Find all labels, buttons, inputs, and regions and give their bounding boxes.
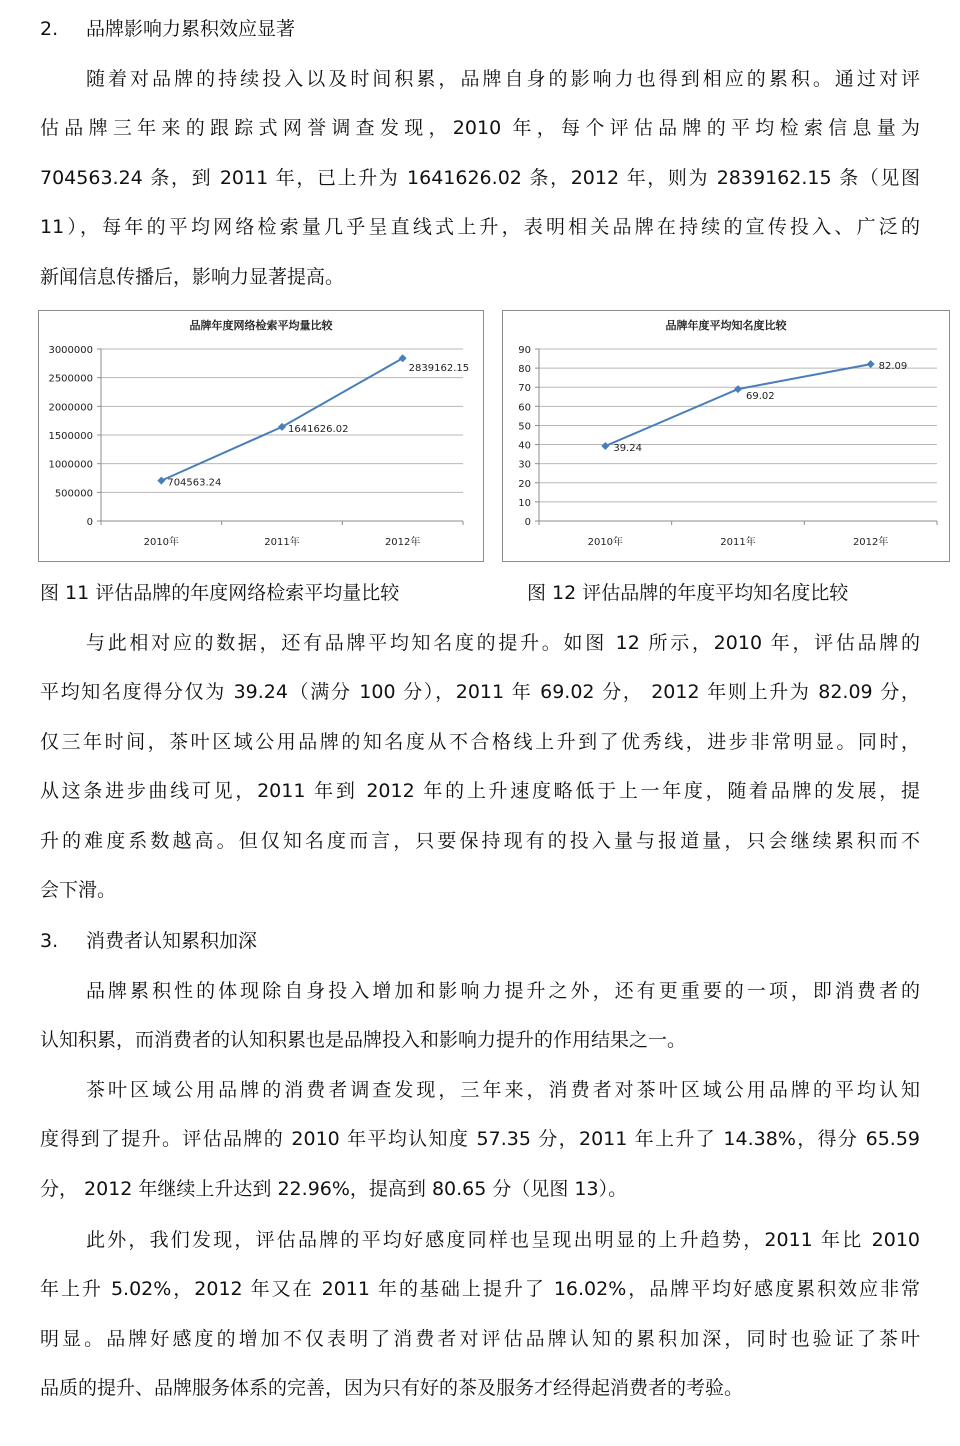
section-3-title: 消费者认知累积加深	[86, 930, 258, 952]
figure-11-caption: 图 11 评估品牌的年度网络检索平均量比较	[40, 582, 400, 604]
data-point	[601, 442, 609, 450]
y-tick-label: 0	[524, 517, 531, 528]
section-3-para-2-line-2: 度得到了提升。评估品牌的 2010 年平均认知度 57.35 分，2011 年上升了 14.38%，得分 65.59	[40, 1128, 920, 1150]
awareness-para-line-6: 会下滑。	[40, 879, 117, 901]
chart-title: 品牌年度网络检索平均量比较	[189, 319, 333, 332]
y-tick-label: 0	[86, 517, 93, 528]
y-tick-label: 70	[518, 383, 531, 395]
section-2-line-4: 11），每年的平均网络检索量几乎呈直线式上升，表明相关品牌在持续的宣传投入、广泛的	[40, 216, 920, 238]
series-line	[161, 358, 402, 480]
data-point	[867, 360, 875, 368]
section-3-para-2-line-3: 分， 2012 年继续上升达到 22.96%，提高到 80.65 分（见图 13）。	[40, 1178, 628, 1200]
section-3-para-3-line-1: 此外，我们发现，评估品牌的平均好感度同样也呈现出明显的上升趋势，2011 年比 2010	[86, 1229, 920, 1251]
section-2-line-5: 新闻信息传播后，影响力显著提高。	[40, 266, 345, 288]
data-point	[278, 423, 286, 431]
awareness-para-line-2: 平均知名度得分仅为 39.24（满分 100 分），2011 年 69.02 分， 2012 年则上升为 82.09 分，	[40, 681, 920, 703]
series-line	[605, 364, 870, 446]
y-tick-label: 1000000	[48, 459, 93, 471]
section-2-heading	[40, 14, 295, 44]
section-2-title: 品牌影响力累积效应显著	[86, 18, 296, 40]
section-3-para-2-line-1: 茶叶区域公用品牌的消费者调查发现，三年来，消费者对茶叶区域公用品牌的平均认知	[86, 1079, 920, 1101]
y-tick-label: 10	[518, 497, 531, 509]
data-point	[157, 477, 165, 485]
x-tick-label: 2010年	[587, 537, 624, 548]
section-2-line-1: 随着对品牌的持续投入以及时间积累，品牌自身的影响力也得到相应的累积。通过对评	[86, 68, 920, 90]
y-tick-label: 500000	[54, 488, 93, 500]
y-tick-label: 2000000	[48, 402, 93, 414]
section-2-line-2: 估品牌三年来的跟踪式网誉调查发现，2010 年，每个评估品牌的平均检索信息量为	[40, 117, 920, 139]
y-tick-label: 2500000	[48, 373, 93, 385]
x-tick-label: 2010年	[143, 537, 180, 548]
data-label: 704563.24	[167, 477, 222, 489]
chart-title: 品牌年度平均知名度比较	[665, 319, 787, 332]
x-tick-label: 2012年	[384, 537, 421, 548]
y-tick-label: 20	[518, 478, 531, 490]
data-point	[734, 385, 742, 393]
awareness-chart	[502, 310, 950, 562]
x-tick-label: 2012年	[852, 537, 889, 548]
section-3-para-3-line-2: 年上升 5.02%，2012 年又在 2011 年的基础上提升了 16.02%，品牌平均好感度累积效应非常	[40, 1278, 920, 1300]
section-3-number: 3.	[40, 930, 59, 952]
y-tick-label: 40	[518, 440, 531, 452]
y-tick-label: 3000000	[48, 345, 93, 356]
y-tick-label: 80	[518, 364, 531, 376]
section-3-para-3-line-3: 明显。品牌好感度的增加不仅表明了消费者对评估品牌认知的累积加深，同时也验证了茶叶	[40, 1328, 920, 1350]
awareness-para-line-3: 仅三年时间，茶叶区域公用品牌的知名度从不合格线上升到了优秀线，进步非常明显。同时，	[40, 731, 920, 753]
data-label: 82.09	[878, 361, 908, 373]
figure-12-caption: 图 12 评估品牌的年度平均知名度比较	[527, 582, 849, 604]
awareness-chart-svg	[503, 311, 949, 561]
y-tick-label: 30	[518, 459, 531, 471]
section-3-para-3-line-4: 品质的提升、品牌服务体系的完善，因为只有好的茶及服务才经得起消费者的考验。	[40, 1377, 744, 1399]
data-point	[399, 354, 407, 362]
section-3-para-1-line-1: 品牌累积性的体现除自身投入增加和影响力提升之外，还有更重要的一项，即消费者的	[86, 980, 920, 1002]
y-tick-label: 60	[518, 402, 531, 414]
section-2-number: 2.	[40, 18, 59, 40]
section-3-heading	[40, 926, 257, 956]
search-volume-chart-svg	[39, 311, 483, 561]
section-2-line-3: 704563.24 条，到 2011 年，已上升为 1641626.02 条，2012 年，则为 2839162.15 条（见图	[40, 167, 920, 189]
y-tick-label: 1500000	[48, 431, 93, 442]
data-label: 39.24	[613, 443, 642, 455]
x-tick-label: 2011年	[720, 537, 756, 548]
awareness-para-line-4: 从这条进步曲线可见，2011 年到 2012 年的上升速度略低于上一年度，随着品牌的发展，提	[40, 780, 920, 802]
x-tick-label: 2011年	[264, 537, 300, 548]
data-label: 2839162.15	[408, 363, 470, 375]
awareness-para-line-1: 与此相对应的数据，还有品牌平均知名度的提升。如图 12 所示，2010 年，评估品牌的	[86, 632, 920, 654]
data-label: 1641626.02	[288, 423, 349, 435]
section-3-para-1-line-2: 认知积累，而消费者的认知积累也是品牌投入和影响力提升的作用结果之一。	[40, 1029, 687, 1051]
y-tick-label: 50	[518, 421, 531, 433]
search-volume-chart	[38, 310, 484, 562]
awareness-para-line-5: 升的难度系数越高。但仅知名度而言，只要保持现有的投入量与报道量，只会继续累积而不	[40, 830, 920, 852]
y-tick-label: 90	[518, 345, 531, 356]
data-label: 69.02	[746, 391, 775, 403]
